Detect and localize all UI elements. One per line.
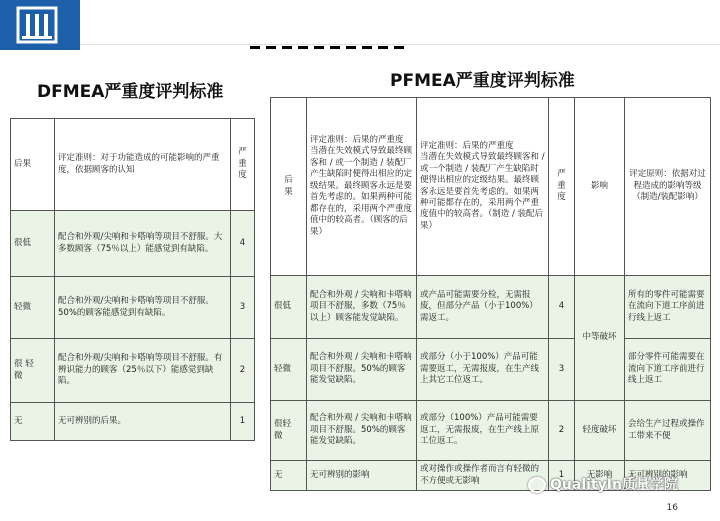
- customer-cell: 无可辨别的影响: [307, 461, 417, 491]
- header-cell: 后果: [11, 119, 55, 211]
- effect-cell: 很轻 微: [271, 401, 307, 461]
- manufacturing-cell: 或产品可能需要分检，无需报废，但部分产品（小于100%）需返工。: [417, 276, 549, 339]
- top-bar: [0, 0, 720, 50]
- effect-cell: 很 轻 微: [11, 339, 55, 403]
- effect-cell: 轻微: [271, 339, 307, 401]
- table-row: [11, 403, 255, 441]
- dfmea-title: DFMEA严重度评判标准: [37, 82, 224, 102]
- header-cell: 评定准则：后果的严重度 当潜在失效模式导致最终顾客和 / 或一个制造 / 装配厂产生缺陷时便得出相应的定级结果。最终顾客永远是要首先考虑的。如果两种可能都存在的，采用两个严重度值中的较高者。（制造 / 装配后果）: [417, 98, 549, 276]
- principle-cell: 会给生产过程或操作工带来不便: [625, 401, 711, 461]
- impact-cell: 轻度破坏: [575, 401, 625, 461]
- table-row: [271, 276, 711, 339]
- header-cell: 严 重 度: [231, 119, 255, 211]
- criteria-cell: 配合和外观/尖响和卡嗒响等项目不舒服。大多数顾客（75％以上）能感觉到有缺陷。: [55, 211, 231, 277]
- header-rule: [80, 44, 720, 45]
- severity-cell: 3: [231, 277, 255, 339]
- header-cell: 严 重 度: [549, 98, 575, 276]
- pfmea-title: PFMEA严重度评判标准: [390, 71, 575, 91]
- logo-icon: [0, 0, 80, 50]
- criteria-cell: 配合和外观/尖响和卡嗒响等项目不舒服。有辨识能力的顾客（25％以下）能感觉到缺陷。: [55, 339, 231, 403]
- header-cell: 影响: [575, 98, 625, 276]
- table-row: [11, 119, 255, 211]
- customer-cell: 配合和外观 / 尖响和卡嗒响项目不舒服。50%的顾客能发觉缺陷。: [307, 401, 417, 461]
- header-cell: 评定准则：后果的严重度 当潜在失效模式导致最终顾客和 / 或一个制造 / 装配厂产生缺陷时便得出相应的定级结果。最终顾客永远是要首先考虑的。如果两种可能都存在的，采用两个严重度值中的较高者。（顾客的后果）: [307, 98, 417, 276]
- severity-cell: 4: [231, 211, 255, 277]
- manufacturing-cell: 或部分（小于100%）产品可能需要返工，无需报废，在生产线上其它工位返工。: [417, 339, 549, 401]
- table-row: [271, 98, 711, 276]
- principle-cell: 所有的零件可能需要在流向下道工序前进行线上返工: [625, 276, 711, 339]
- severity-cell: 2: [231, 339, 255, 403]
- severity-cell: 1: [549, 461, 575, 491]
- severity-cell: 2: [549, 401, 575, 461]
- manufacturing-cell: 或部分（100%）产品可能需要返工，无需报废，在生产线上原工位返工。: [417, 401, 549, 461]
- principle-cell: 部分零件可能需要在流向下道工序前进行线上返工: [625, 339, 711, 401]
- header-marks: [250, 46, 410, 49]
- customer-cell: 配合和外观 / 尖响和卡嗒响项目不舒服，多数（75％以上）顾客能发觉缺陷。: [307, 276, 417, 339]
- principle-cell: 无可辨别的影响: [625, 461, 711, 491]
- page-number: 16: [666, 503, 678, 513]
- table-row: [271, 339, 711, 401]
- severity-cell: 1: [231, 403, 255, 441]
- severity-cell: 3: [549, 339, 575, 401]
- severity-cell: 4: [549, 276, 575, 339]
- table-row: [11, 211, 255, 277]
- header-cell: 后 果: [271, 98, 307, 276]
- manufacturing-cell: 或对操作或操作者而言有轻微的不方便或无影响: [417, 461, 549, 491]
- header-cell: 评定原则：依据对过程造成的影响等级（制造/装配影响）: [625, 98, 711, 276]
- table-row: [11, 339, 255, 403]
- criteria-cell: 配合和外观/尖响和卡嗒响等项目不舒服。50%的顾客能感觉到有缺陷。: [55, 277, 231, 339]
- effect-cell: 很低: [11, 211, 55, 277]
- criteria-cell: 无可辨别的后果。: [55, 403, 231, 441]
- table-row: [271, 401, 711, 461]
- effect-cell: 轻微: [11, 277, 55, 339]
- effect-cell: 无: [11, 403, 55, 441]
- watermark: [528, 474, 678, 494]
- chat-bubble-icon: [528, 477, 546, 493]
- customer-cell: 配合和外观 / 尖响和卡嗒响项目不舒服。50%的顾客能发觉缺陷。: [307, 339, 417, 401]
- dfmea-table: [10, 118, 255, 441]
- effect-cell: 无: [271, 461, 307, 491]
- impact-cell: 无影响: [575, 461, 625, 491]
- header-cell: 评定准则：对于功能造成的可能影响的严重度，依据顾客的认知: [55, 119, 231, 211]
- impact-cell: 中等破坏: [575, 276, 625, 401]
- effect-cell: 很低: [271, 276, 307, 339]
- watermark-text: QualityIn质量学院: [550, 477, 678, 493]
- table-row: [11, 277, 255, 339]
- pfmea-table: [270, 97, 711, 491]
